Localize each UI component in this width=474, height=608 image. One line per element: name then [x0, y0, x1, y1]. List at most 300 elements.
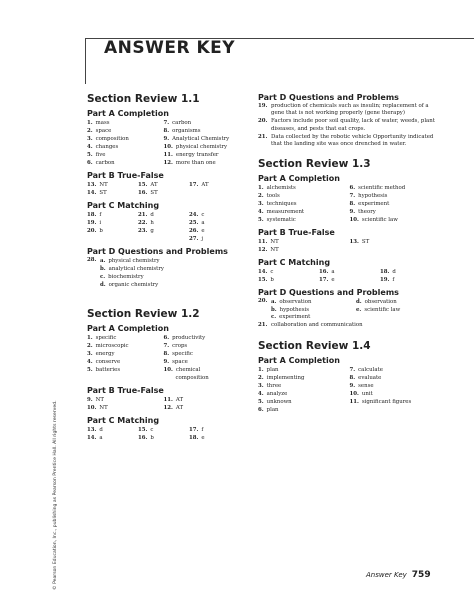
answer-item [87, 211, 135, 219]
part-title: Part A Completion [258, 355, 340, 365]
answer-text: e [331, 277, 335, 284]
question-number: 28. [87, 257, 97, 263]
answer-text: carbon [95, 160, 115, 166]
answer-number: 7. [163, 343, 170, 349]
answer-text: f [99, 212, 102, 218]
sub-letter: a. [100, 258, 106, 264]
question-number: 19. [258, 103, 268, 109]
answer-item [258, 184, 347, 192]
answer-number: 18. [380, 269, 390, 276]
answer-text: mass [95, 120, 110, 126]
answer-text: energy transfer [175, 152, 219, 158]
answer-number: 12. [163, 160, 173, 166]
answer-item [258, 374, 347, 382]
answer-number: 3. [87, 351, 93, 357]
answer-text: Analytical Chemistry [172, 136, 230, 142]
answer-item [164, 396, 238, 404]
answer-number: 9. [163, 136, 170, 142]
answer-item [189, 219, 237, 227]
answer-number: 16. [138, 435, 148, 441]
answer-item [87, 366, 161, 374]
sub-grid [271, 298, 438, 314]
question [258, 298, 438, 321]
question-number: 20. [258, 118, 268, 125]
answer-item [164, 334, 238, 342]
answer-text: NT [99, 182, 108, 188]
answer-item [164, 151, 238, 159]
answer-text: composition [175, 375, 209, 381]
answer-number: 7. [349, 366, 356, 373]
answer-number: 7. [163, 120, 170, 126]
answer-item [87, 334, 161, 342]
answer-number: 1. [87, 335, 93, 341]
answer-text: e [201, 228, 205, 234]
answer-text: hypothesis [279, 307, 309, 314]
answer-number: 10. [163, 367, 173, 373]
answer-text: c [150, 427, 154, 433]
answer-number: 14. [258, 269, 268, 276]
answer-text: changes [95, 144, 119, 150]
answer-text: i [99, 220, 102, 226]
sub-list [100, 257, 164, 289]
answer-text: productivity [172, 335, 206, 341]
answer-number: 19. [87, 220, 97, 226]
answer-number: 15. [138, 427, 148, 433]
sub-item [100, 281, 164, 289]
answer-item [87, 119, 161, 127]
answer-number: 27. [189, 236, 199, 242]
answer-item [319, 268, 377, 276]
answer-text: c [201, 212, 205, 218]
answer-number: 5. [87, 367, 93, 373]
answer-item [164, 119, 238, 127]
answer-number: 3. [258, 201, 264, 208]
question-text: Factors include poor soil quality, lack of water, weeds, plant diseases, and pests that eat crops. [271, 118, 435, 132]
page-number: 759 [411, 570, 431, 580]
answer-text: scientific law [361, 217, 398, 224]
answer-number: 4. [258, 390, 264, 397]
section-heading: Section Review 1.4 [258, 339, 371, 352]
answer-text: crops [172, 343, 188, 349]
answer-text: d [99, 427, 103, 433]
sub-letter: d. [100, 282, 106, 288]
answer-text: AT [150, 182, 158, 188]
answer-item [87, 219, 135, 227]
answer-number: 3. [87, 136, 93, 142]
question [258, 134, 438, 148]
answer-text: g [150, 228, 154, 234]
sub-text: physical chemistry [108, 258, 160, 264]
answer-text: physical chemistry [175, 144, 228, 150]
answer-text: specific [172, 351, 193, 357]
answer-item [138, 189, 186, 197]
answer-number: 6. [87, 160, 93, 166]
answer-item [350, 374, 439, 382]
answer-text: NT [270, 247, 279, 254]
answer-item [350, 390, 439, 398]
answer-item [87, 426, 135, 434]
answer-item [138, 434, 186, 442]
answer-text: implementing [266, 374, 305, 381]
answer-grid [258, 238, 438, 254]
answer-number: 8. [163, 351, 170, 357]
question-number: 21. [258, 133, 268, 140]
sub-item [271, 314, 438, 321]
answer-text: evaluate [358, 374, 382, 381]
question-text: production of chemicals such as insulin; replacement of a gene that is not working properly (gene therapy) [271, 103, 429, 117]
answer-grid [258, 184, 438, 224]
question [87, 257, 237, 289]
answer-item [350, 216, 439, 224]
sub-letter: c. [271, 314, 277, 321]
answer-item [87, 159, 161, 167]
answer-number: 17. [189, 182, 199, 188]
answer-number: 7. [349, 193, 356, 200]
question [258, 118, 438, 132]
answer-text: techniques [266, 201, 297, 208]
answer-number: 10. [349, 217, 359, 224]
part-title: Part C Matching [87, 201, 160, 210]
answer-item [258, 406, 347, 414]
answer-text: experiment [358, 201, 390, 208]
answer-text: organisms [172, 128, 201, 134]
answer-number: 1. [258, 185, 264, 192]
answer-item [138, 235, 186, 243]
answer-text: conserve [95, 359, 121, 365]
answer-number: a. [271, 299, 277, 306]
answer-item [189, 426, 237, 434]
answer-item [350, 208, 439, 216]
answer-number: 14. [87, 190, 97, 196]
answer-text: e [201, 435, 205, 441]
page-footer [366, 570, 431, 580]
answer-text: alchemists [266, 185, 296, 192]
answer-number: 10. [87, 405, 97, 411]
answer-number: 20. [87, 228, 97, 234]
answer-text: scientific law [364, 307, 401, 314]
answer-item [380, 268, 438, 276]
answer-grid [258, 268, 438, 284]
answer-number: 6. [163, 335, 170, 341]
answer-number: 11. [163, 152, 173, 158]
answer-item [258, 246, 347, 254]
answer-text: c [270, 269, 274, 276]
answer-grid [87, 181, 237, 197]
answer-item [189, 181, 237, 189]
answer-item [87, 350, 161, 358]
answer-text: observation [279, 299, 312, 306]
page-title: ANSWER KEY [104, 38, 236, 58]
answer-number: 8. [349, 201, 356, 208]
answer-item [87, 127, 161, 135]
answer-number: 9. [349, 382, 356, 389]
answer-number: 4. [87, 359, 93, 365]
sub-text: organic chemistry [108, 282, 159, 288]
question-number: 21. [258, 322, 268, 329]
answer-text: significant figures [361, 398, 412, 405]
sub-letter: c. [100, 274, 106, 280]
answer-number: 17. [189, 427, 199, 433]
answer-text: carbon [172, 120, 192, 126]
answer-item [87, 434, 135, 442]
answer-text: measurement [266, 209, 305, 216]
answer-item [350, 382, 439, 390]
answer-number: 5. [258, 398, 264, 405]
sub-letter: b. [100, 266, 106, 272]
answer-number: 5. [87, 152, 93, 158]
answer-text: a [331, 269, 335, 276]
answer-item [258, 390, 347, 398]
answer-number: 4. [258, 209, 264, 216]
answer-item [258, 276, 316, 284]
answer-grid [87, 211, 237, 243]
answer-item [350, 184, 439, 192]
answer-number: 17. [319, 277, 329, 284]
answer-item [138, 211, 186, 219]
sub-text: analytical chemistry [108, 266, 164, 272]
answer-number: 19. [380, 277, 390, 284]
answer-number: 2. [258, 374, 264, 381]
answer-number: 14. [87, 435, 97, 441]
answer-item [189, 211, 237, 219]
answer-number: 11. [258, 239, 268, 246]
answer-item [258, 208, 347, 216]
answer-item [138, 227, 186, 235]
answer-number: 6. [349, 185, 356, 192]
answer-number: 23. [138, 228, 148, 234]
part-title: Part B True-False [87, 171, 164, 180]
answer-item [258, 238, 347, 246]
question [258, 103, 438, 117]
answer-item [258, 366, 347, 374]
answer-item [87, 151, 161, 159]
part-title: Part D Questions and Problems [258, 288, 399, 298]
answer-number: 9. [87, 397, 93, 403]
answer-item [87, 235, 135, 243]
answer-number: 18. [189, 435, 199, 441]
part-title: Part A Completion [258, 174, 340, 184]
answer-number: 11. [349, 398, 359, 405]
part-title: Part C Matching [258, 258, 331, 268]
answer-item [258, 200, 347, 208]
answer-item [350, 192, 439, 200]
answer-text: analyze [266, 390, 288, 397]
answer-item [271, 298, 353, 306]
answer-number: 26. [189, 228, 199, 234]
answer-text: NT [99, 405, 108, 411]
answer-item [258, 192, 347, 200]
answer-text: three [266, 382, 282, 389]
answer-number: 16. [138, 190, 148, 196]
answer-text: f [392, 277, 395, 284]
part-title: Part D Questions and Problems [87, 247, 228, 256]
answer-text: b [99, 228, 103, 234]
answer-text: tools [266, 193, 280, 200]
answer-item [356, 306, 438, 314]
answer-text: systematic [266, 217, 296, 224]
answer-item [258, 216, 347, 224]
answer-number: 18. [87, 212, 97, 218]
answer-text: batteries [95, 367, 121, 373]
section-heading: Section Review 1.3 [258, 158, 371, 171]
answer-text: chemical [175, 367, 201, 373]
part-title: Part B True-False [87, 386, 164, 395]
answer-item [350, 398, 439, 406]
answer-item [87, 358, 161, 366]
question-text: collaboration and communication [271, 322, 363, 329]
answer-number: 13. [87, 427, 97, 433]
right-column [258, 93, 438, 414]
answer-grid [258, 366, 438, 414]
answer-text: specific [95, 335, 117, 341]
answer-number: 9. [349, 209, 356, 216]
answer-text: ST [99, 190, 107, 196]
answer-item [87, 143, 161, 151]
answer-text: NT [270, 239, 279, 246]
answer-text: scientific method [358, 185, 406, 192]
answer-item [271, 306, 353, 314]
answer-number: 10. [349, 390, 359, 397]
answer-item [258, 398, 347, 406]
answer-text: calculate [358, 366, 383, 373]
answer-number: 11. [163, 397, 173, 403]
question-list [258, 103, 438, 148]
footer-label: Answer Key [366, 571, 407, 579]
answer-text: AT [201, 182, 209, 188]
answer-text: ST [361, 239, 370, 246]
answer-text: space [95, 128, 112, 134]
answer-text: microscopic [95, 343, 129, 349]
answer-item [319, 276, 377, 284]
answer-text: b [270, 277, 274, 284]
section-heading: Section Review 1.1 [87, 93, 200, 105]
answer-text: more than one [175, 160, 216, 166]
answer-item [87, 135, 161, 143]
answer-item [87, 342, 161, 350]
answer-text: d [150, 212, 154, 218]
answer-item [164, 143, 238, 151]
answer-item [164, 127, 238, 135]
answer-text: theory [358, 209, 376, 216]
answer-number: 15. [138, 182, 148, 188]
answer-item [164, 366, 238, 374]
answer-text: b [150, 435, 154, 441]
sub-item [100, 257, 164, 265]
answer-item [356, 298, 438, 306]
part-title: Part A Completion [87, 109, 169, 118]
answer-text: a [99, 435, 103, 441]
answer-grid [87, 119, 237, 167]
answer-item [189, 235, 237, 243]
answer-number: 2. [87, 343, 93, 349]
answer-text: a [201, 220, 205, 226]
answer-item [350, 406, 439, 414]
answer-number: 12. [163, 405, 173, 411]
answer-text: sense [358, 382, 374, 389]
answer-number: 6. [258, 406, 264, 413]
left-column [87, 93, 237, 442]
answer-text: NT [95, 397, 104, 403]
answer-item [87, 404, 161, 412]
answer-text: hypothesis [358, 193, 388, 200]
answer-item [350, 366, 439, 374]
answer-number: 1. [87, 120, 93, 126]
part-title: Part A Completion [87, 324, 169, 333]
answer-number: 9. [163, 359, 170, 365]
answer-text: plan [266, 366, 279, 373]
answer-number: 4. [87, 144, 93, 150]
answer-item [258, 382, 347, 390]
answer-number: 22. [138, 220, 148, 226]
answer-item [350, 238, 439, 246]
question [258, 322, 438, 329]
answer-item [87, 396, 161, 404]
answer-text: ST [150, 190, 158, 196]
answer-text: AT [175, 405, 184, 411]
answer-number: b. [271, 307, 277, 314]
answer-number: 3. [258, 382, 264, 389]
answer-grid-continuation [87, 374, 237, 382]
answer-number: 21. [138, 212, 148, 218]
copyright-credit: © Pearson Education, Inc., publishing as Pearson Prentice Hall. All rights reserved. [53, 400, 58, 590]
answer-text: unknown [266, 398, 292, 405]
answer-text: unit [361, 390, 373, 397]
question-text: Data collected by the robotic vehicle Opportunity indicated that the landing site was once drenched in water. [271, 133, 434, 148]
answer-item [189, 227, 237, 235]
answer-item [138, 181, 186, 189]
answer-item [258, 268, 316, 276]
answer-text: five [95, 152, 106, 158]
answer-text: h [150, 220, 154, 226]
answer-number: e. [356, 307, 362, 314]
part-title: Part D Questions and Problems [258, 93, 399, 102]
answer-grid [87, 426, 237, 442]
part-title: Part B True-False [258, 228, 335, 238]
section-heading: Section Review 1.2 [87, 308, 200, 320]
answer-item [164, 404, 238, 412]
answer-item [87, 181, 135, 189]
question-number: 20. [258, 298, 268, 305]
answer-item [164, 159, 238, 167]
answer-number: 25. [189, 220, 199, 226]
answer-number: 1. [258, 366, 264, 373]
answer-item [189, 434, 237, 442]
answer-text: composition [95, 136, 129, 142]
answer-item [138, 426, 186, 434]
answer-number: 13. [87, 182, 97, 188]
answer-item [164, 342, 238, 350]
answer-number: 2. [87, 128, 93, 134]
answer-item [380, 276, 438, 284]
answer-text: observation [364, 299, 397, 306]
sub-item [100, 265, 164, 273]
answer-text: energy [95, 351, 115, 357]
answer-item [138, 219, 186, 227]
answer-grid [87, 396, 237, 412]
answer-item [87, 189, 135, 197]
answer-text: d [392, 269, 396, 276]
answer-item [164, 358, 238, 366]
answer-item [350, 200, 439, 208]
answer-number: 2. [258, 193, 264, 200]
answer-number: 8. [163, 128, 170, 134]
sub-text: biochemistry [108, 274, 144, 280]
answer-item [87, 227, 135, 235]
answer-text: plan [266, 406, 279, 413]
part-title: Part C Matching [87, 416, 160, 425]
sub-item [100, 273, 164, 281]
answer-number: 5. [258, 217, 264, 224]
